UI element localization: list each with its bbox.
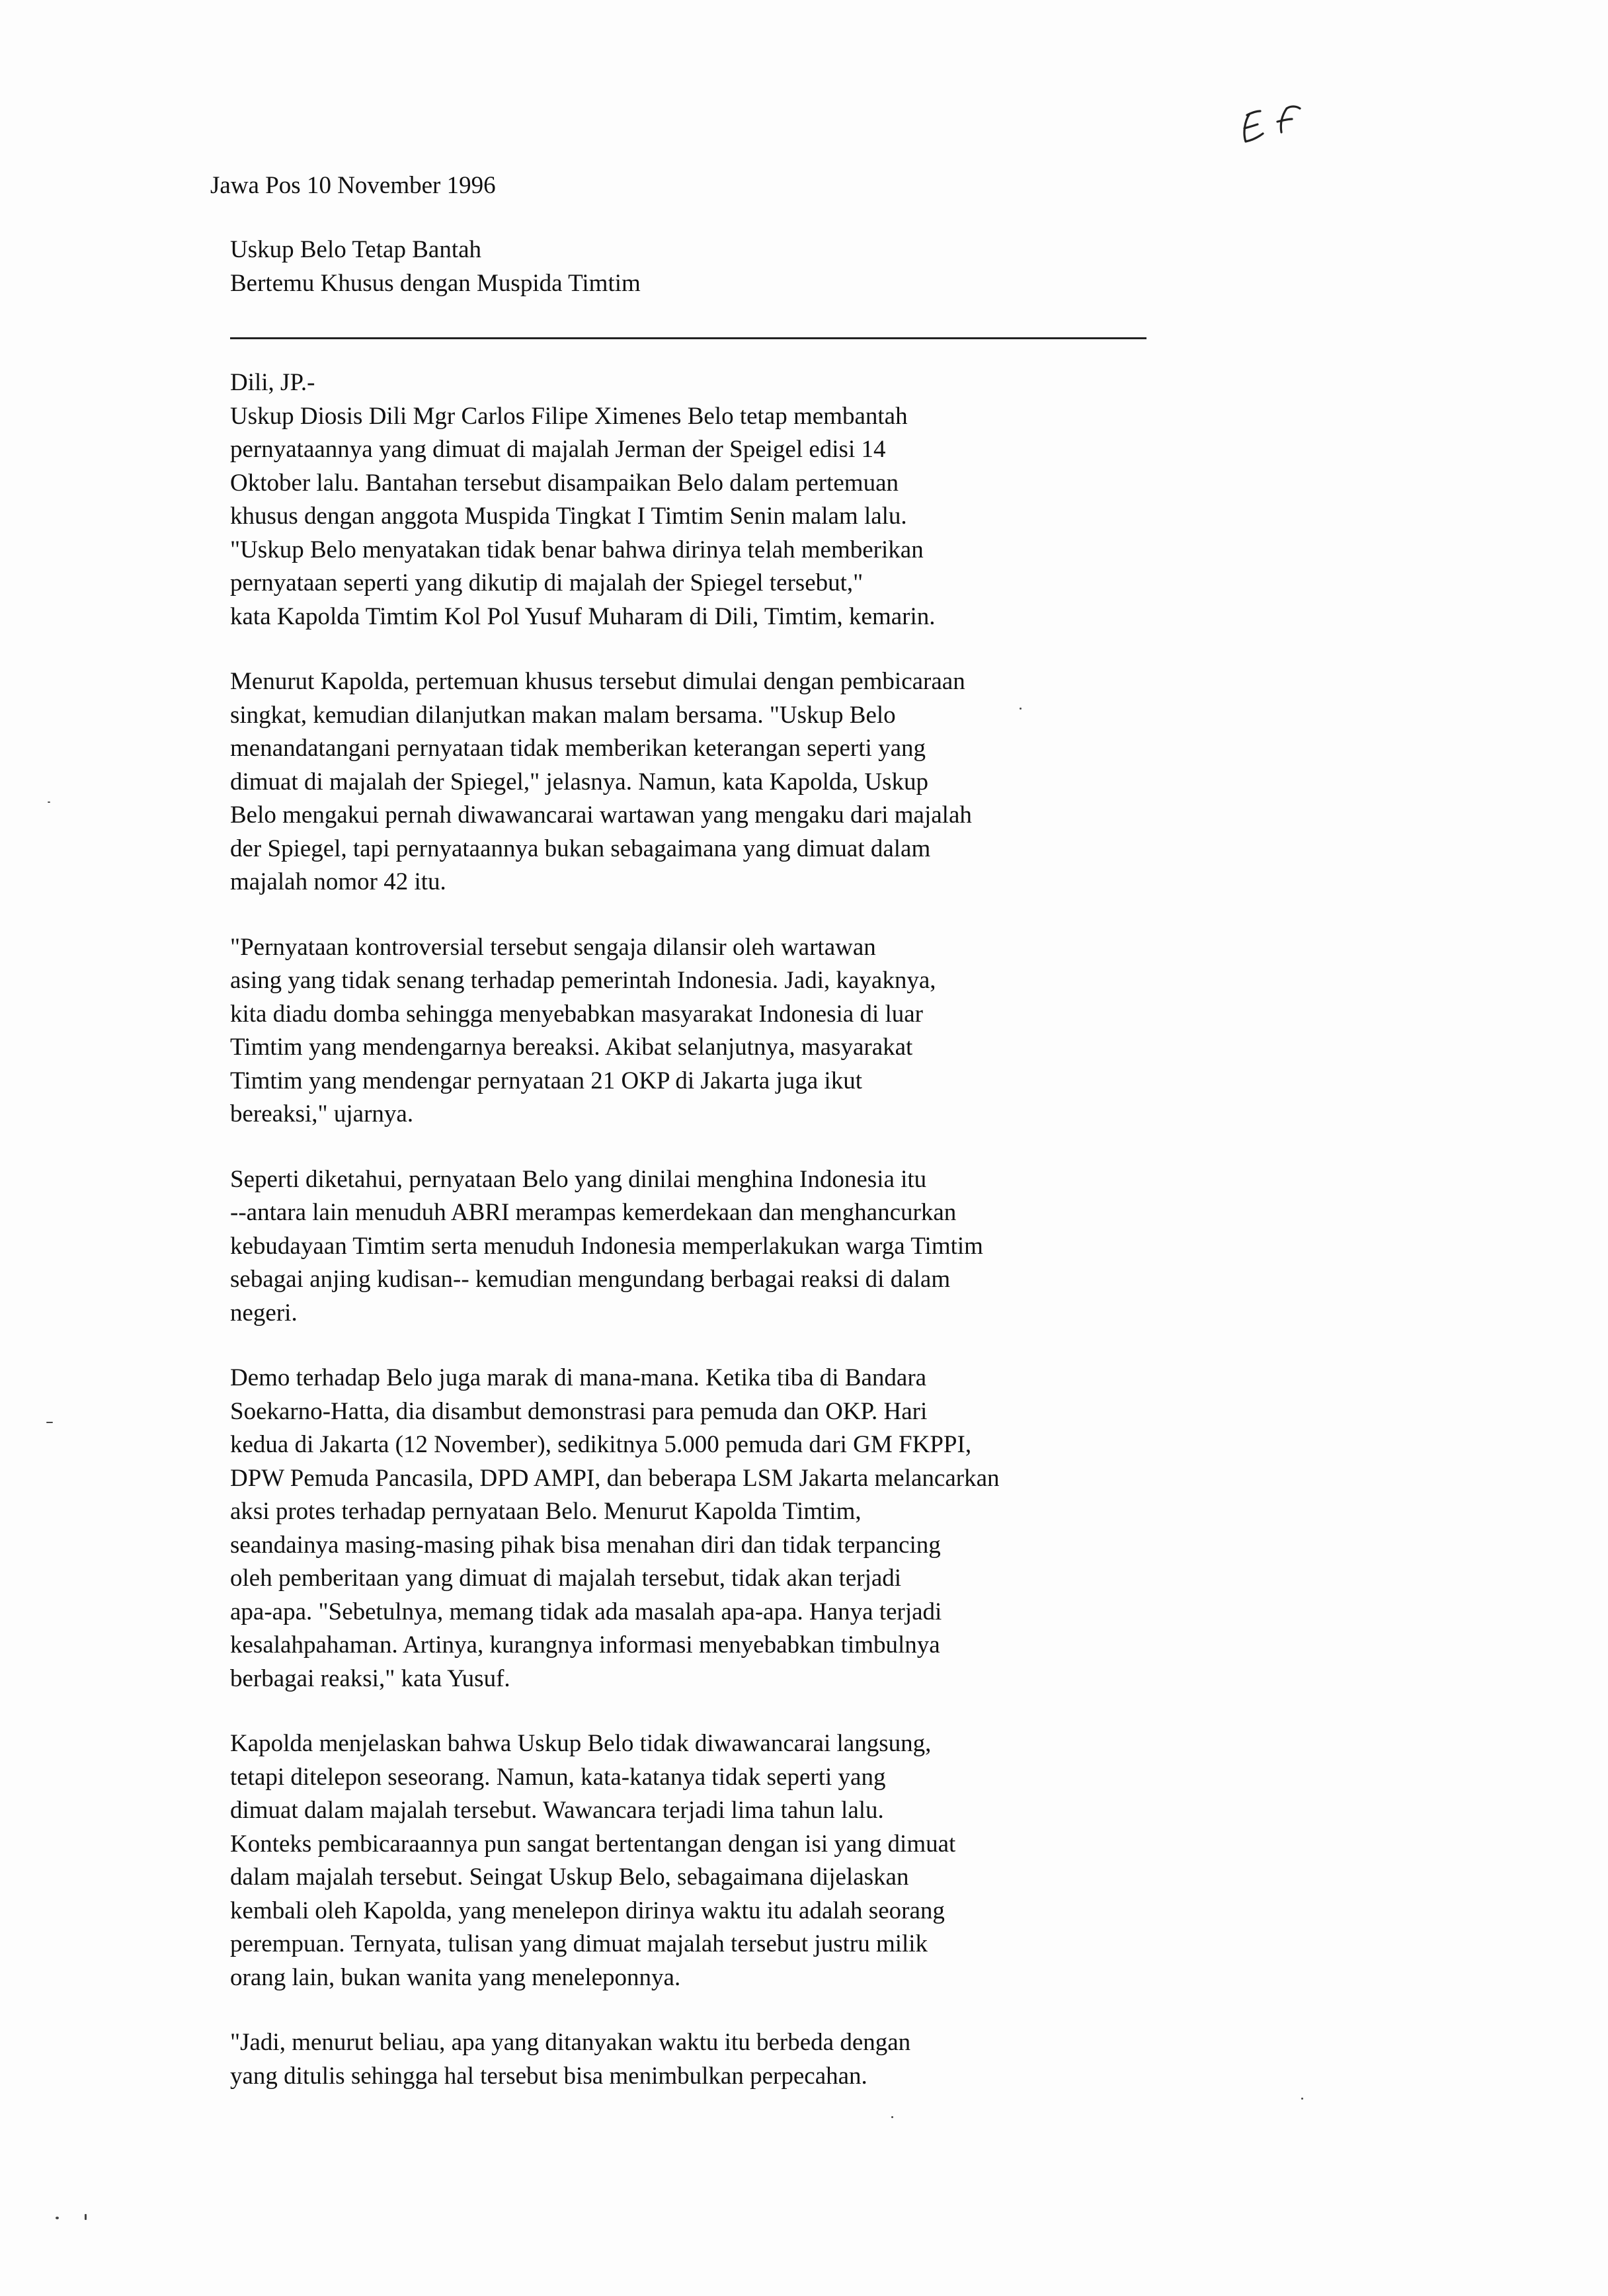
text-line: "Jadi, menurut beliau, apa yang ditanyakan waktu itu berbeda dengan [230, 2029, 911, 2056]
text-line: kedua di Jakarta (12 November), sedikitnya 5.000 pemuda dari GM FKPPI, [230, 1431, 972, 1458]
headline-title: Uskup Belo Tetap Bantah [230, 236, 482, 263]
text-line: aksi protes terhadap pernyataan Belo. Menurut Kapolda Timtim, [230, 1498, 862, 1525]
text-line: bereaksi," ujarnya. [230, 1100, 414, 1128]
paragraph-3 [230, 931, 1367, 1131]
text-line: Timtim yang mendengar pernyataan 21 OKP di Jakarta juga ikut [230, 1067, 862, 1094]
article-body [230, 366, 1367, 2125]
paragraph-7 [230, 2026, 1367, 2093]
text-line: Soekarno-Hatta, dia disambut demonstrasi para pemuda dan OKP. Hari [230, 1397, 928, 1425]
scan-speck [46, 1422, 53, 1423]
scan-speck [56, 2217, 59, 2219]
text-line: "Pernyataan kontroversial tersebut sengaja dilansir oleh wartawan [230, 933, 876, 961]
handwritten-initials-mark [1235, 99, 1308, 152]
text-line: kebudayaan Timtim serta menuduh Indonesia memperlakukan warga Timtim [230, 1232, 983, 1260]
text-line: khusus dengan anggota Muspida Tingkat I Timtim Senin malam lalu. [230, 503, 907, 530]
text-line: dimuat dalam majalah tersebut. Wawancara terjadi lima tahun lalu. [230, 1797, 884, 1824]
text-line: perempuan. Ternyata, tulisan yang dimuat majalah tersebut justru milik [230, 1930, 928, 1957]
text-line: kesalahpahaman. Artinya, kurangnya informasi menyebabkan timbulnya [230, 1631, 940, 1659]
text-line: DPW Pemuda Pancasila, DPD AMPI, dan beberapa LSM Jakarta melancarkan [230, 1464, 1000, 1492]
scan-speck [1020, 708, 1022, 710]
text-line: --antara lain menuduh ABRI merampas kemerdekaan dan menghancurkan [230, 1199, 957, 1226]
scan-speck [891, 2116, 893, 2118]
paragraph-2 [230, 665, 1367, 899]
text-line: "Uskup Belo menyatakan tidak benar bahwa dirinya telah memberikan [230, 536, 924, 563]
text-line: sebagai anjing kudisan-- kemudian mengundang berbagai reaksi di dalam [230, 1266, 951, 1293]
text-line: pernyataan seperti yang dikutip di majalah der Spiegel tersebut," [230, 569, 864, 596]
text-line: berbagai reaksi," kata Yusuf. [230, 1664, 510, 1692]
text-line: Uskup Diosis Dili Mgr Carlos Filipe Ximenes Belo tetap membantah [230, 402, 908, 430]
text-line: oleh pemberitaan yang dimuat di majalah tersebut, tidak akan terjadi [230, 1565, 902, 1592]
text-line: dalam majalah tersebut. Seingat Uskup Belo, sebagaimana dijelaskan [230, 1864, 909, 1891]
text-line: negeri. [230, 1299, 298, 1327]
paragraph-5 [230, 1362, 1367, 1696]
scan-speck [85, 2214, 87, 2220]
headline-subtitle: Bertemu Khusus dengan Muspida Timtim [230, 270, 641, 297]
text-line: seandainya masing-masing pihak bisa menahan diri dan tidak terpancing [230, 1531, 941, 1559]
text-line: Timtim yang mendengarnya bereaksi. Akibat selanjutnya, masyarakat [230, 1034, 913, 1061]
text-line: kata Kapolda Timtim Kol Pol Yusuf Muharam di Dili, Timtim, kemarin. [230, 602, 936, 630]
text-line: dimuat di majalah der Spiegel," jelasnya. Namun, kata Kapolda, Uskup [230, 768, 928, 796]
headline-block [230, 233, 641, 300]
text-line: yang ditulis sehingga hal tersebut bisa menimbulkan perpecahan. [230, 2062, 867, 2090]
scan-speck [48, 801, 50, 803]
headline-divider [230, 337, 1146, 339]
text-line: Kapolda menjelaskan bahwa Uskup Belo tidak diwawancarai langsung, [230, 1730, 932, 1757]
text-line: Belo mengakui pernah diwawancarai wartawan yang mengaku dari majalah [230, 801, 972, 829]
text-line: Menurut Kapolda, pertemuan khusus tersebut dimulai dengan pembicaraan [230, 668, 965, 695]
text-line: Oktober lalu. Bantahan tersebut disampaikan Belo dalam pertemuan [230, 469, 899, 497]
text-line: kembali oleh Kapolda, yang menelepon dirinya waktu itu adalah seorang [230, 1897, 945, 1924]
text-line: Seperti diketahui, pernyataan Belo yang dinilai menghina Indonesia itu [230, 1165, 927, 1193]
text-line: kita diadu domba sehingga menyebabkan masyarakat Indonesia di luar [230, 1000, 923, 1028]
text-line: majalah nomor 42 itu. [230, 868, 446, 895]
text-line: orang lain, bukan wanita yang meneleponnya. [230, 1963, 681, 1991]
text-line: Konteks pembicaraannya pun sangat bertentangan dengan isi yang dimuat [230, 1830, 956, 1858]
text-line: Demo terhadap Belo juga marak di mana-mana. Ketika tiba di Bandara [230, 1364, 927, 1391]
paragraph-4 [230, 1163, 1367, 1331]
text-line: menandatangani pernyataan tidak memberikan keterangan seperti yang [230, 735, 926, 762]
scan-speck [1301, 2098, 1303, 2100]
text-line: pernyataannya yang dimuat di majalah Jerman der Speigel edisi 14 [230, 436, 886, 463]
paragraph-1 [230, 400, 1367, 634]
text-line: der Spiegel, tapi pernyataannya bukan sebagaimana yang dimuat dalam [230, 835, 931, 862]
text-line: tetapi ditelepon seseorang. Namun, kata-katanya tidak seperti yang [230, 1763, 886, 1791]
paragraph-6 [230, 1727, 1367, 1994]
dateline: Dili, JP.- [230, 369, 315, 396]
text-line: asing yang tidak senang terhadap pemerintah Indonesia. Jadi, kayaknya, [230, 967, 936, 994]
text-line: apa-apa. "Sebetulnya, memang tidak ada masalah apa-apa. Hanya terjadi [230, 1598, 942, 1625]
text-line: singkat, kemudian dilanjutkan makan malam bersama. "Uskup Belo [230, 701, 896, 729]
source-publication-line: Jawa Pos 10 November 1996 [210, 172, 496, 199]
